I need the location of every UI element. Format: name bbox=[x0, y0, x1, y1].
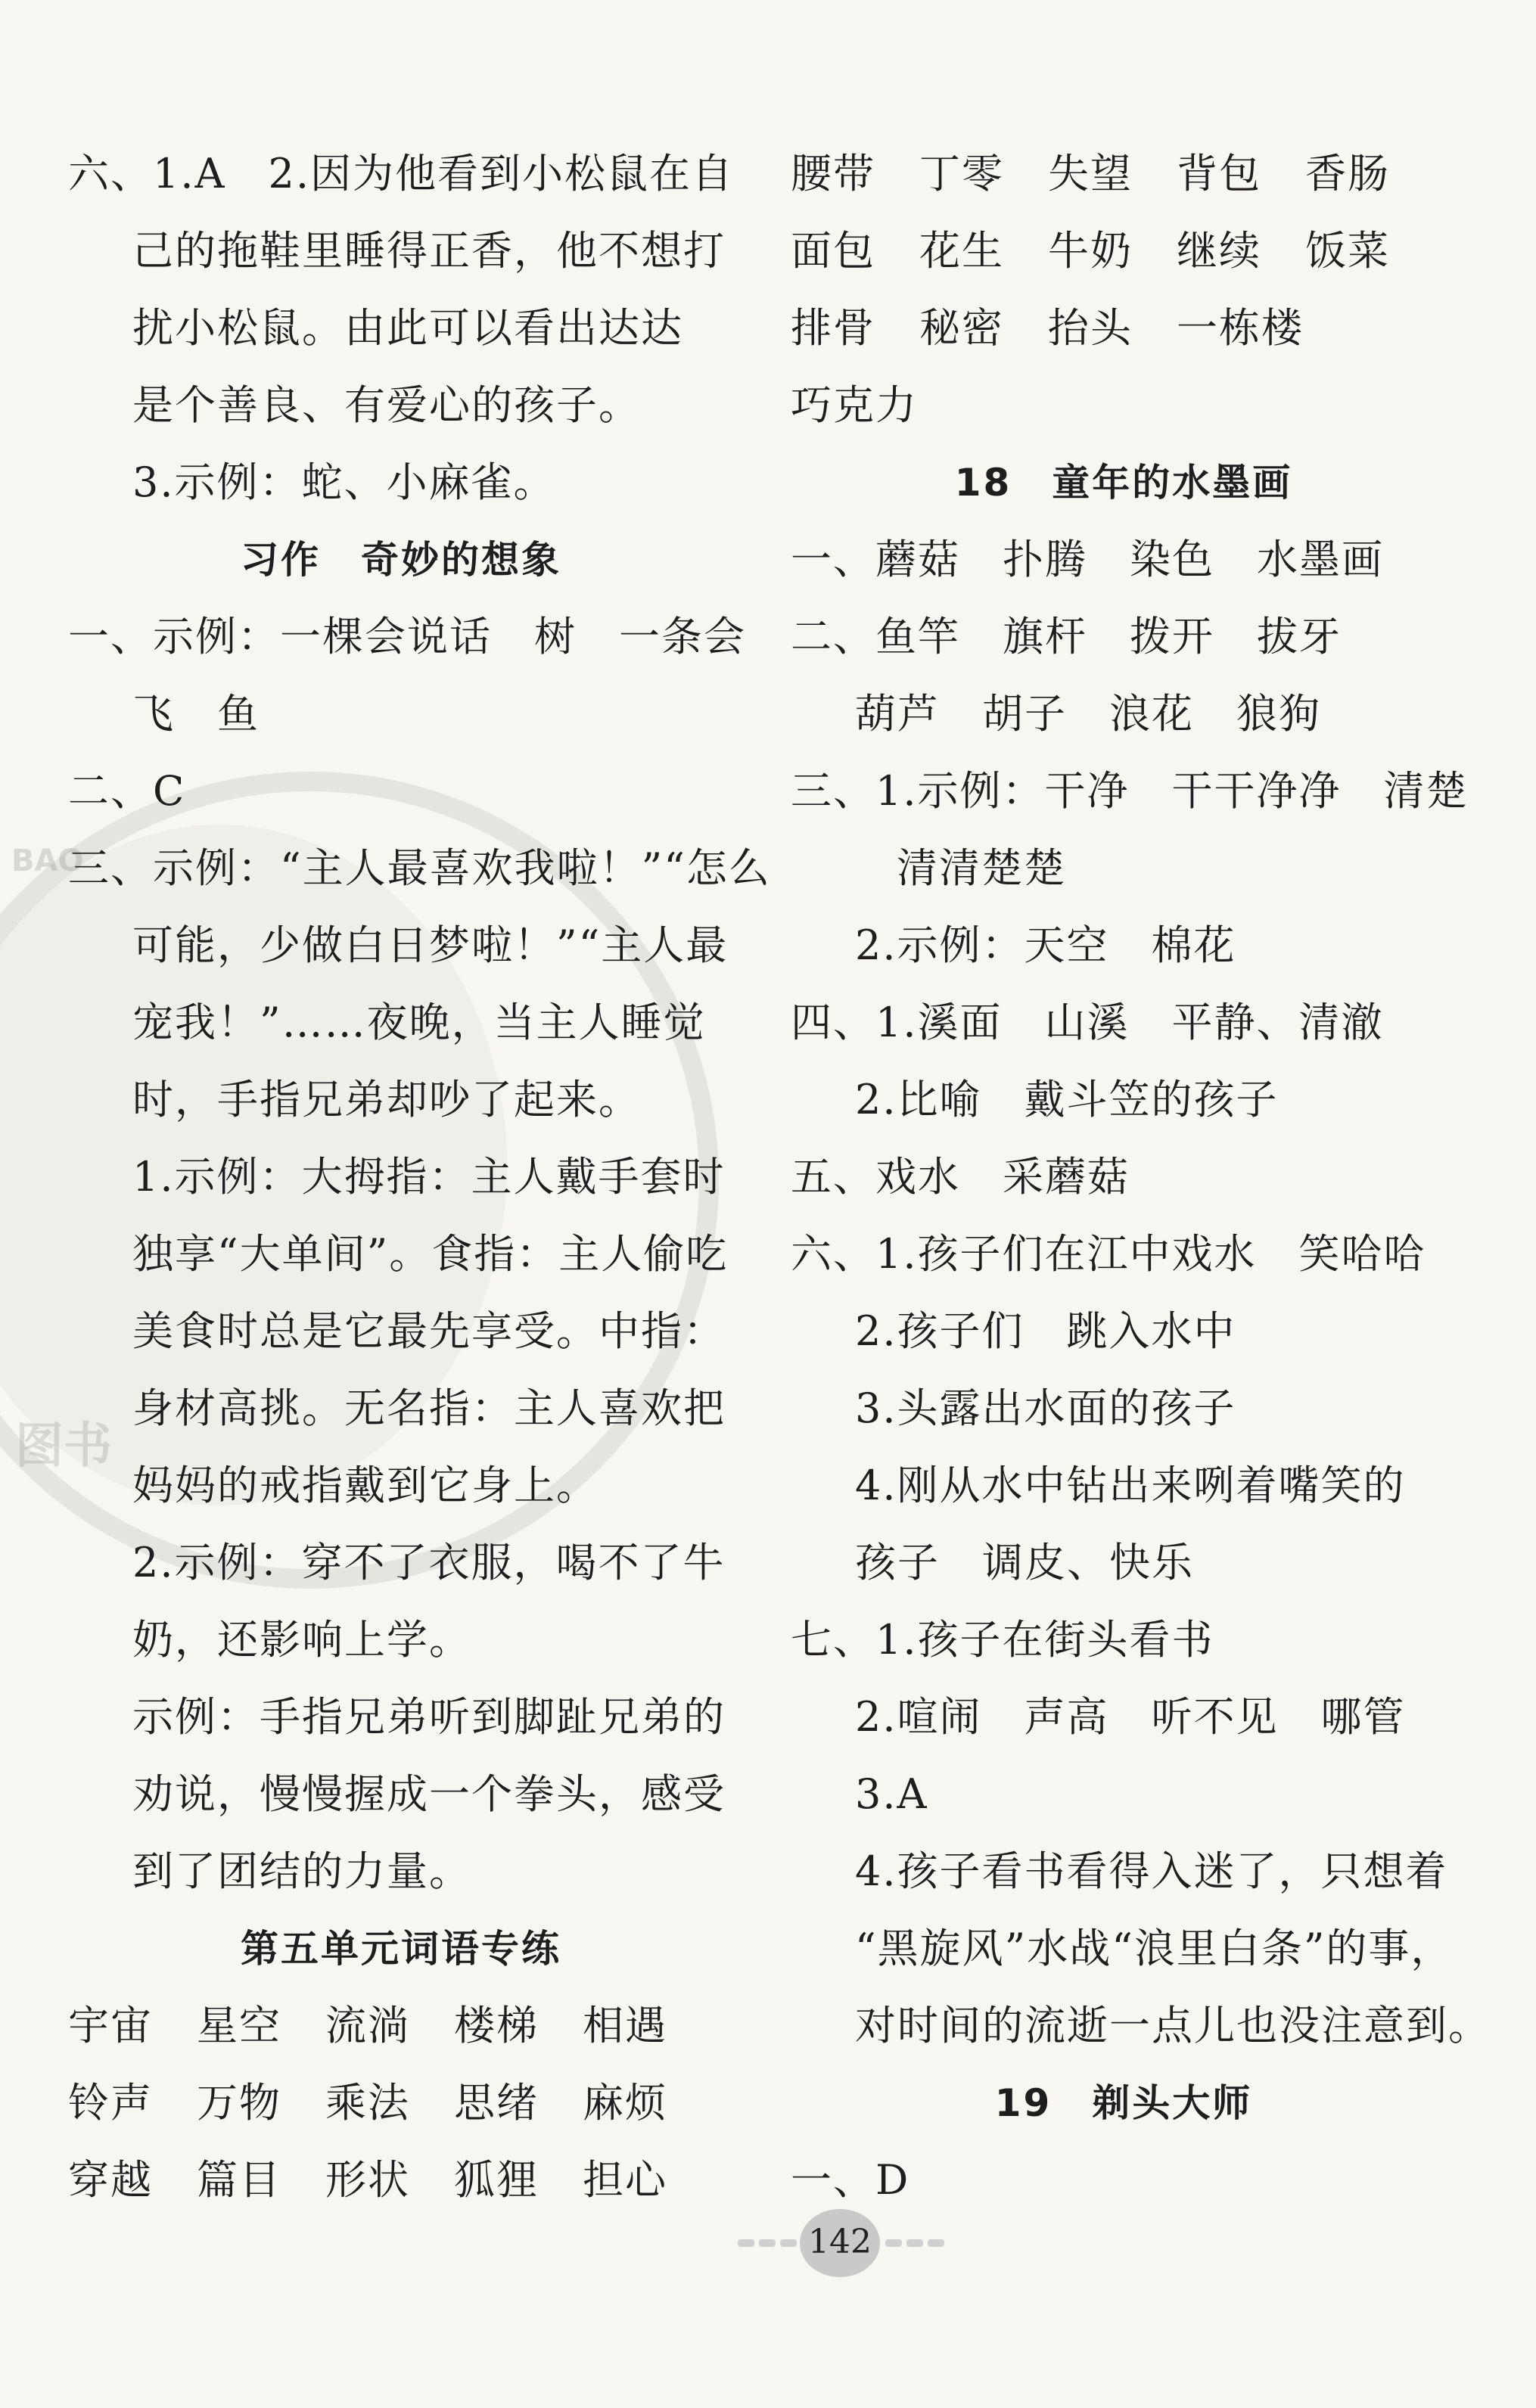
word: 担心 bbox=[583, 2156, 667, 2204]
word: 腰带 bbox=[791, 150, 875, 197]
word: 形状 bbox=[325, 2156, 410, 2204]
answer-line: 4.刚从水中钻出来咧着嘴笑的 bbox=[855, 1462, 1406, 1509]
page-number: 142 bbox=[808, 2223, 872, 2261]
answer-line: 六、1.孩子们在江中戏水 笑哈哈 bbox=[791, 1230, 1426, 1278]
word: 麻烦 bbox=[583, 2079, 667, 2127]
answer-line: 己的拖鞋里睡得正香，他不想打 bbox=[132, 227, 726, 275]
word: 巧克力 bbox=[791, 381, 918, 429]
answer-line: 示例：手指兄弟听到脚趾兄弟的 bbox=[132, 1693, 726, 1741]
answer-line: 2.喧闹 声高 听不见 哪管 bbox=[855, 1693, 1406, 1741]
answer-line: 是个善良、有爱心的孩子。 bbox=[132, 381, 641, 429]
answer-line: 一、蘑菇 扑腾 染色 水墨画 bbox=[791, 536, 1384, 583]
word: 铃声 bbox=[68, 2079, 153, 2127]
answer-line: 独享“大单间”。食指：主人偷吃 bbox=[132, 1230, 729, 1278]
answer-line: 六、1.A 2.因为他看到小松鼠在自 bbox=[68, 150, 735, 197]
answer-line: 美食时总是它最先享受。中指： bbox=[132, 1307, 726, 1355]
word: 背包 bbox=[1177, 150, 1261, 197]
answer-line: 妈妈的戒指戴到它身上。 bbox=[132, 1462, 599, 1509]
word: 楼梯 bbox=[454, 2002, 539, 2049]
answer-line: 1.示例：大拇指：主人戴手套时 bbox=[132, 1153, 726, 1201]
answer-line: 清清楚楚 bbox=[897, 844, 1066, 892]
word: 香肠 bbox=[1305, 150, 1390, 197]
word-row bbox=[68, 2002, 711, 2050]
answer-line: 三、1.示例：干净 干干净净 清楚 bbox=[791, 767, 1469, 815]
answer-line: 对时间的流逝一点儿也没注意到。 bbox=[855, 2002, 1491, 2049]
answer-line: 3.头露出水面的孩子 bbox=[855, 1384, 1236, 1432]
decorative-dash bbox=[906, 2239, 923, 2247]
section-heading: 19 剃头大师 bbox=[994, 2081, 1253, 2125]
answer-line: 劝说，慢慢握成一个拳头，感受 bbox=[132, 1770, 726, 1818]
answer-line: 飞 鱼 bbox=[132, 690, 260, 738]
answer-line: 一、D bbox=[791, 2156, 910, 2204]
answer-line: 二、C bbox=[68, 767, 186, 815]
answer-line: 2.示例：天空 棉花 bbox=[855, 921, 1236, 969]
answer-line: 2.比喻 戴斗笠的孩子 bbox=[855, 1076, 1279, 1123]
word-row bbox=[791, 381, 919, 430]
decorative-dash bbox=[780, 2239, 797, 2247]
word: 星空 bbox=[197, 2002, 281, 2049]
word-row bbox=[791, 304, 1305, 353]
answer-line: 时，手指兄弟却吵了起来。 bbox=[132, 1076, 641, 1123]
answer-line: 身材高挑。无名指：主人喜欢把 bbox=[132, 1384, 726, 1432]
word: 排骨 bbox=[791, 304, 875, 352]
word: 丁零 bbox=[919, 150, 1004, 197]
word-row bbox=[791, 227, 1434, 275]
word: 相遇 bbox=[583, 2002, 667, 2049]
word: 穿越 bbox=[68, 2156, 153, 2204]
word: 宇宙 bbox=[68, 2002, 153, 2049]
word-row bbox=[791, 150, 1434, 198]
section-heading: 18 童年的水墨画 bbox=[954, 461, 1293, 505]
word: 万物 bbox=[197, 2079, 281, 2127]
answer-line: 3.示例：蛇、小麻雀。 bbox=[132, 458, 556, 506]
decorative-dash bbox=[759, 2239, 776, 2247]
answer-line: 可能，少做白日梦啦！”“主人最 bbox=[132, 921, 729, 969]
answer-line: 四、1.溪面 山溪 平静、清澈 bbox=[791, 999, 1384, 1046]
word: 流淌 bbox=[325, 2002, 410, 2049]
page-footer bbox=[0, 2209, 1536, 2277]
word: 狐狸 bbox=[454, 2156, 539, 2204]
word: 一栋楼 bbox=[1177, 304, 1304, 352]
watermark-text: 图书 bbox=[15, 1418, 112, 1474]
word: 篇目 bbox=[197, 2156, 281, 2204]
answer-line: 一、示例：一棵会说话 树 一条会 bbox=[68, 613, 746, 660]
word: 饭菜 bbox=[1305, 227, 1390, 275]
word: 思绪 bbox=[454, 2079, 539, 2127]
word: 花生 bbox=[919, 227, 1004, 275]
word: 牛奶 bbox=[1048, 227, 1133, 275]
section-heading: 第五单元词语专练 bbox=[241, 1927, 561, 1971]
answer-line: 扰小松鼠。由此可以看出达达 bbox=[132, 304, 683, 352]
answer-line: 二、鱼竿 旗杆 拨开 拔牙 bbox=[791, 613, 1342, 660]
word: 秘密 bbox=[919, 304, 1004, 352]
decorative-dash bbox=[738, 2239, 754, 2247]
word: 失望 bbox=[1048, 150, 1133, 197]
answer-line: 孩子 调皮、快乐 bbox=[855, 1539, 1194, 1586]
watermark-letters: BAO bbox=[11, 844, 84, 878]
word: 抬头 bbox=[1048, 304, 1133, 352]
answer-line: 2.孩子们 跳入水中 bbox=[855, 1307, 1236, 1355]
answer-line: 七、1.孩子在街头看书 bbox=[791, 1616, 1214, 1664]
decorative-dash bbox=[928, 2239, 944, 2247]
section-heading: 习作 奇妙的想象 bbox=[241, 538, 561, 582]
answer-line: 到了团结的力量。 bbox=[132, 1847, 471, 1895]
decorative-dash bbox=[885, 2239, 902, 2247]
answer-line: 五、戏水 采蘑菇 bbox=[791, 1153, 1130, 1201]
answer-line: 4.孩子看书看得入迷了，只想着 bbox=[855, 1847, 1448, 1895]
answer-line: 宠我！”……夜晚，当主人睡觉 bbox=[132, 999, 706, 1046]
answer-line: 葫芦 胡子 浪花 狼狗 bbox=[855, 690, 1321, 738]
answer-line: 3.A bbox=[855, 1770, 928, 1818]
answer-line: 三、示例：“主人最喜欢我啦！”“怎么 bbox=[68, 844, 771, 892]
word: 面包 bbox=[791, 227, 875, 275]
word: 乘法 bbox=[325, 2079, 410, 2127]
answer-line: “黑旋风”水战“浪里白条”的事， bbox=[855, 1925, 1454, 1972]
word-row bbox=[68, 2156, 711, 2204]
answer-line: 2.示例：穿不了衣服，喝不了牛 bbox=[132, 1539, 726, 1586]
answer-line: 奶，还影响上学。 bbox=[132, 1616, 471, 1664]
word-row bbox=[68, 2079, 711, 2127]
word: 继续 bbox=[1177, 227, 1261, 275]
